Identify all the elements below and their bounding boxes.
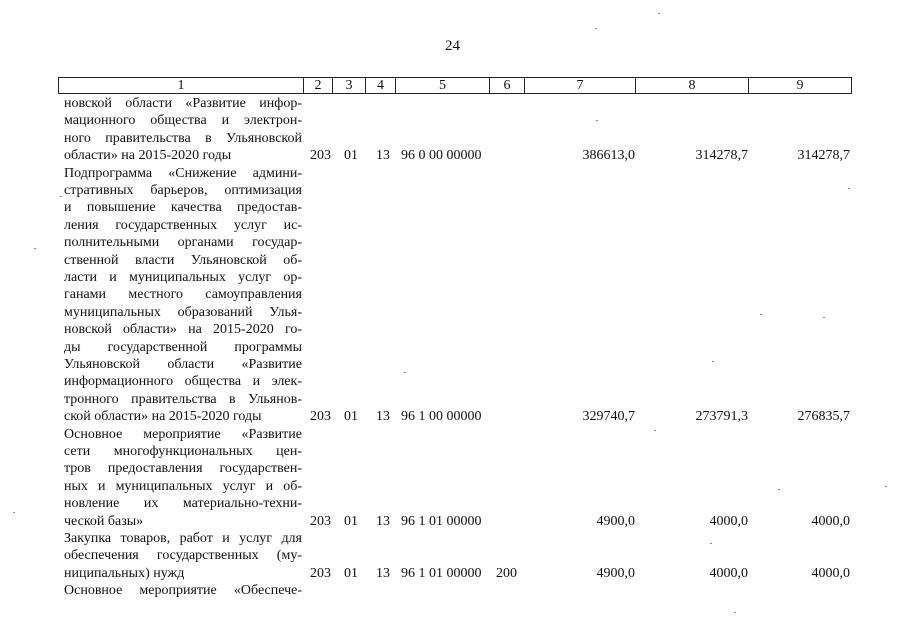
cell-col8: 4000,0 [709,513,748,529]
description-line: обеспечения государственных (му- [64,548,302,564]
scan-speck [60,196,62,197]
cell-col8: 4000,0 [709,565,748,581]
page-number: 24 [445,38,460,54]
description-line: тронного правительства в Ульянов- [64,391,302,407]
description-line: области» на 2015-2020 годы [64,148,232,164]
scan-speck [885,486,887,487]
cell-col2: 203 [310,409,331,425]
cell-col5: 96 1 01 00000 [401,565,482,581]
description-line: ской области» на 2015-2020 годы [64,409,262,425]
cell-col9: 4000,0 [811,513,850,529]
description-line: полнительными органами государ- [64,235,302,251]
description-line: ниципальных) нужд [64,565,185,581]
cell-col4: 13 [376,409,390,425]
description-line: Основное мероприятие «Развитие [64,426,302,442]
description-line: тров предоставления государствен- [64,461,302,477]
scan-speck [712,361,714,362]
description-line: новской области» на 2015-2020 го- [64,322,302,338]
cell-col7: 4900,0 [596,513,635,529]
column-header-6: 6 [490,78,525,93]
description-line: сети многофункциональных цен- [64,444,302,459]
column-header-5: 5 [396,78,490,93]
description-line: Ульяновской области «Развитие [64,357,302,373]
description-line: ческой базы» [64,513,144,529]
cell-col4: 13 [376,513,390,529]
row-description [64,426,302,530]
description-line: новление их материально-техни- [64,496,302,512]
cell-col3: 01 [344,565,358,581]
description-line: Подпрограмма «Снижение админи- [64,165,302,181]
cell-col7: 386613,0 [582,148,635,163]
row-description [64,582,302,599]
scan-speck [13,512,15,513]
description-line: информационного общества и элек- [64,374,302,390]
column-header-4: 4 [366,78,396,93]
cell-col5: 96 1 01 00000 [401,513,482,529]
description-line: ного правительства в Ульяновской [64,130,302,146]
scan-speck [823,317,825,318]
cell-col3: 01 [344,148,358,163]
column-header-3: 3 [333,78,366,93]
description-line: Основное мероприятие «Обеспече- [64,583,302,599]
cell-col7: 329740,7 [582,409,635,425]
cell-col2: 203 [310,513,331,529]
row-description [64,165,302,426]
scan-speck [760,314,762,315]
description-line: ганами местного самоуправления [64,287,302,303]
column-header-1: 1 [59,78,304,93]
row-description [64,95,302,165]
description-line: и повышение качества предостав- [64,200,302,216]
cell-col4: 13 [376,148,390,163]
cell-col7: 4900,0 [596,565,635,581]
cell-col4: 13 [376,565,390,581]
scan-speck [404,372,406,373]
cell-col8: 314278,7 [695,148,748,163]
cell-col5: 96 0 00 00000 [401,148,482,163]
cell-col5: 96 1 00 00000 [401,409,482,425]
description-line: ды государственной программы [64,339,302,355]
description-line: новской области «Развитие инфор- [64,96,302,111]
column-header-8: 8 [636,78,749,93]
description-line: ственной власти Ульяновской об- [64,252,302,268]
column-header-7: 7 [525,78,636,93]
description-line: Закупка товаров, работ и услуг для [64,531,302,546]
scan-speck [595,28,597,29]
description-line: ласти и муниципальных услуг ор- [64,270,302,286]
cell-col3: 01 [344,513,358,529]
cell-col9: 314278,7 [797,148,850,163]
column-header-9: 9 [796,78,804,93]
scan-speck [658,13,660,14]
description-line: ных и муниципальных услуг и об- [64,478,302,494]
scan-speck [848,188,850,189]
cell-col3: 01 [344,409,358,425]
cell-col9: 4000,0 [811,565,850,581]
description-line: ления государственных услуг ис- [64,217,302,233]
cell-col9: 276835,7 [797,409,850,425]
cell-col2: 203 [310,565,331,581]
description-line: мационного общества и электрон- [64,113,302,129]
scan-speck [734,612,736,613]
cell-col2: 203 [310,148,331,163]
scan-speck [34,248,36,249]
description-line: стративных барьеров, оптимизация [64,183,302,198]
scan-speck [596,120,598,121]
scan-speck [778,489,780,490]
scan-speck [710,543,712,544]
row-description [64,530,302,582]
table-header-row [58,77,852,94]
cell-col8: 273791,3 [695,409,748,425]
scan-speck [654,430,656,431]
cell-col6: 200 [496,565,517,581]
column-header-2: 2 [304,78,333,93]
description-line: муниципальных образований Улья- [64,304,302,320]
